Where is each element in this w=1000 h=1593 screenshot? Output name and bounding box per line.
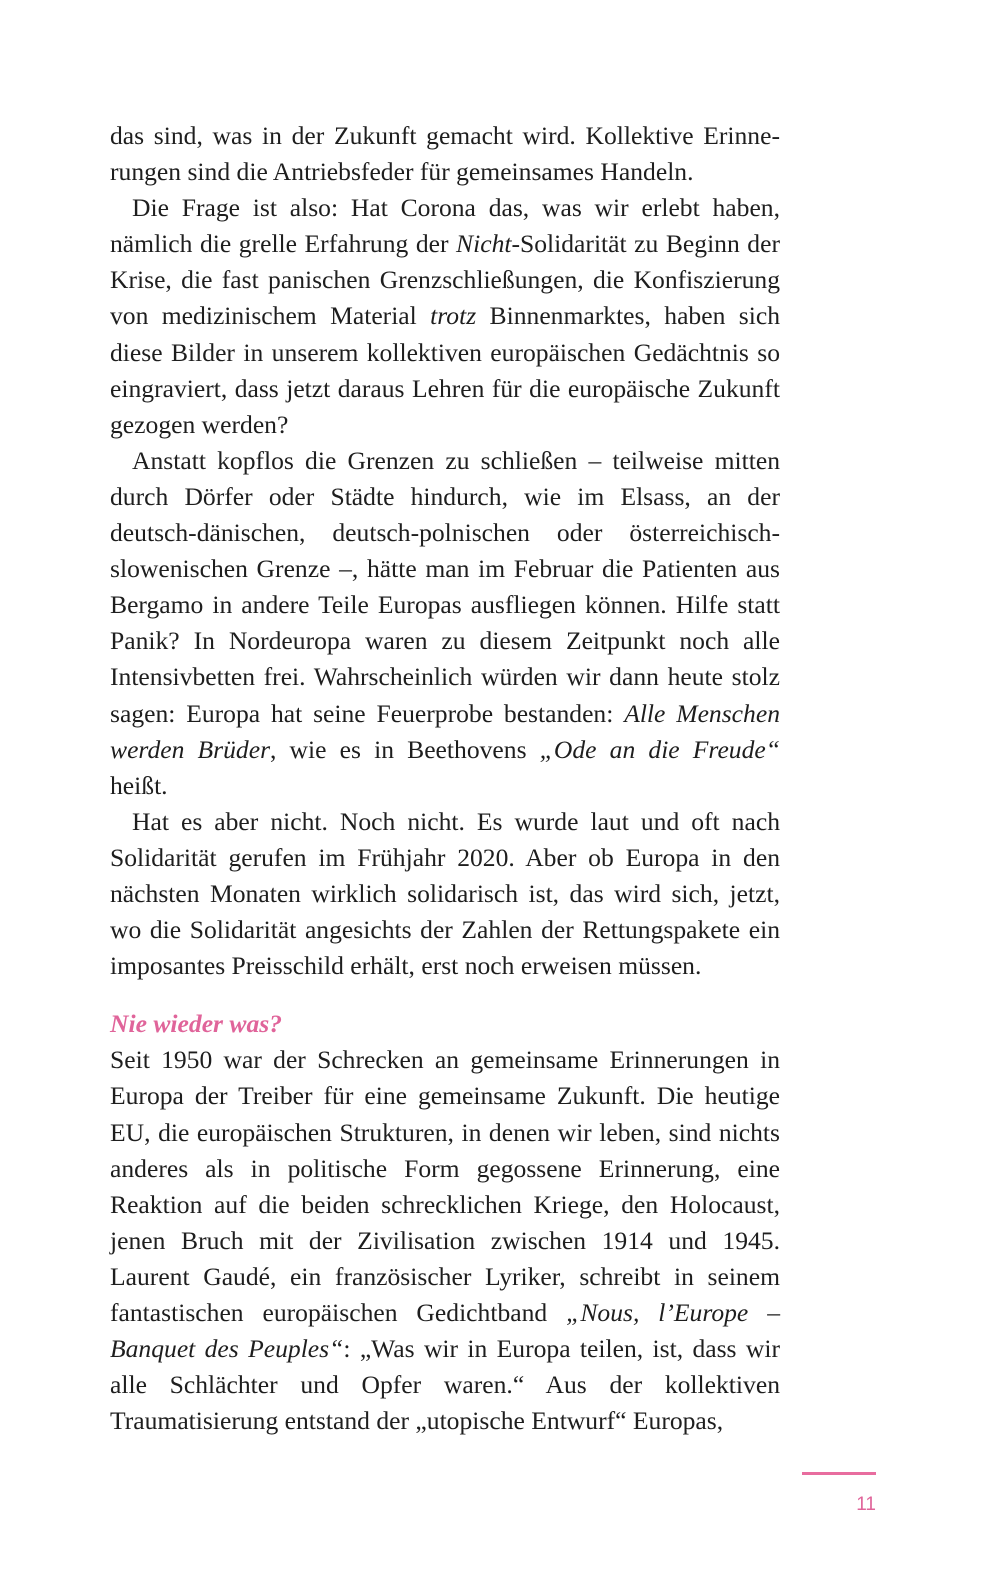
text-run: Seit 1950 war der Schrecken an gemeinsame Erinnerungen in Europa der Treiber für eine gemeinsame Zukunft. Die heutige EU, die europäischen Strukturen, in denen wir leben, sind nichts anderes als in politische Form gegossene Erinnerung, eine Reaktion auf die beiden schrecklichen Kriege, den Holocaust, jenen Bruch mit der Zivilisation zwischen 1914 und 1945. Laurent Gaudé, ein französischer Lyriker, schreibt in seinem fantastischen europäischen Gedichtband: [110, 1045, 780, 1327]
italic-run: „Ode an die Freude“: [539, 734, 780, 764]
text-run: : „Was wir in Europa teilen, ist, dass wir alle Schlächter und Opfer waren.“ Aus der kollektiven Traumatisierung entstand der „utopische Entwurf“ Europas,: [110, 1334, 780, 1436]
text-run: , wie es in Beethovens: [270, 734, 540, 764]
text-run: Binnenmarktes, haben sich diese Bilder in unserem kollektiven europäischen Gedächtnis so eingraviert, dass jetzt daraus Lehren für die europäische Zukunft gezogen werden?: [110, 301, 780, 439]
paragraph: das sind, was in der Zukunft gemacht wird. Kollektive Erinnerungen sind die Antriebsfeder für gemeinsames Handeln.: [110, 121, 780, 187]
text-run: -Solidarität zu Beginn der Krise, die fast panischen Grenzschließungen, die Konfiszierung von medizinischem Material: [110, 229, 780, 331]
paragraph: [110, 1042, 780, 1439]
italic-run: Alle Menschen werden Brüder: [110, 698, 780, 764]
footer-rule: [802, 1472, 876, 1475]
italic-run: „Nous, l’Europe – Banquet des Peuples“: [110, 1298, 780, 1364]
text-run: Die Frage ist also: Hat Corona das, was wir erlebt haben, nämlich die grelle Erfahrung der: [110, 193, 780, 259]
italic-run: trotz: [430, 301, 477, 331]
body-text: [110, 118, 780, 1439]
section-heading: Nie wieder was?: [110, 1009, 283, 1039]
paragraph: [110, 190, 780, 443]
italic-run: Nicht: [456, 229, 512, 259]
text-run: Anstatt kopflos die Grenzen zu schließen – teilweise mitten durch Dörfer oder Städte hindurch, wie im Elsass, an der deutsch-dänischen, deutsch-polnischen oder österreichisch-slowenischen Grenze –, hätte man im Februar die Patienten aus Bergamo in andere Teile Europas ausfliegen können. Hilfe statt Panik? In Nordeuropa waren zu diesem Zeitpunkt noch alle Intensivbetten frei. Wahrscheinlich würden wir dann heute stolz sagen: Europa hat seine Feuerprobe bestanden:: [110, 445, 780, 728]
paragraph: Hat es aber nicht. Noch nicht. Es wurde laut und oft nach Solidarität gerufen im Frühjahr 2020. Aber ob Europa in den nächsten Monaten wirklich solidarisch ist, das wird sich, jetzt, wo die Solidarität angesichts der Zahlen der Rettungspakete ein imposantes Preisschild erhält, erst noch erweisen müssen.: [110, 806, 780, 981]
text-run: heißt.: [110, 770, 168, 800]
page-number: 11: [856, 1494, 876, 1515]
paragraph: [110, 443, 780, 804]
